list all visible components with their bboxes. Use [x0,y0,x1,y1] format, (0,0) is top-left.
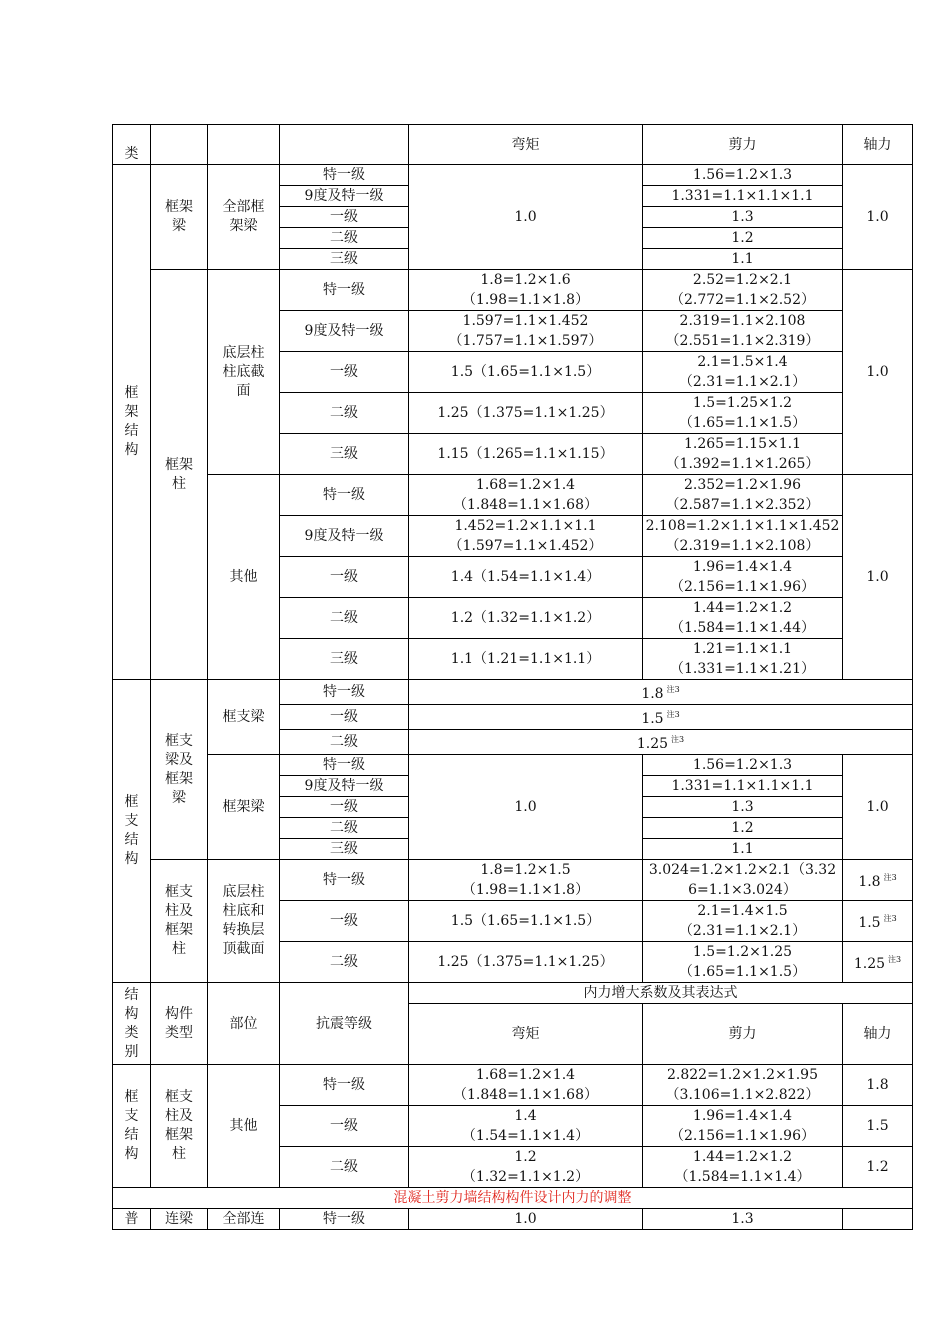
shear-line: 2.1=1.5×1.4 [697,354,788,370]
axial-cell [843,860,913,901]
shear-line: 1.96=1.4×1.4 [692,1108,793,1124]
header-shear: 剪力 [643,125,843,165]
moment-cell: 1.5（1.65=1.1×1.5） [409,352,643,393]
member-type-cell [151,270,208,680]
note-mark: 注3 [883,914,897,923]
shear-line: 1.96=1.4×1.4 [692,559,793,575]
moment-cell [409,1065,643,1106]
grade-cell: 一级 [280,1106,409,1147]
grade-cell: 二级 [280,598,409,639]
part-cell: 框架梁 [208,755,280,860]
struct-type-label: 框架结构 [124,385,139,458]
shear-cell [643,434,843,475]
moment-line: （1.98=1.1×1.8） [461,882,590,898]
grade-cell: 特一级 [280,755,409,776]
shear-cell [643,516,843,557]
moment-line: （1.848=1.1×1.68） [453,1087,598,1103]
header-row [113,983,913,1004]
header-grade: 抗震等级 [280,983,409,1065]
grade-cell: 二级 [280,730,409,755]
moment-line: 1.8=1.2×1.6 [480,272,571,288]
shear-line: （1.392=1.1×1.265） [665,456,820,472]
shear-line: 2.319=1.1×2.108 [679,313,806,329]
axial-cell: 1.2 [843,1147,913,1188]
member-type-label: 框支柱及框架柱 [165,1089,193,1162]
force-adjustment-table [112,124,913,1230]
header-label: 结构类别 [124,986,139,1060]
grade-cell: 特一级 [280,1209,409,1230]
moment-line: 1.8=1.2×1.5 [480,862,571,878]
header-struct-type [113,983,151,1065]
struct-type-cell [113,1065,151,1188]
grade-cell: 三级 [280,639,409,680]
shear-cell [643,270,843,311]
header-moment: 弯矩 [409,1004,643,1065]
table-row [113,1209,913,1230]
shear-line: （3.106=1.1×2.822） [665,1087,820,1103]
grade-cell: 二级 [280,942,409,983]
moment-line: 1.2 [514,1149,537,1165]
table-row [113,680,913,705]
moment-cell: 1.25（1.375=1.1×1.25） [409,942,643,983]
moment-cell [409,1147,643,1188]
shear-cell: 1.3 [643,1209,843,1230]
header-member-type [151,983,208,1065]
shear-line: （1.331=1.1×1.21） [670,661,815,677]
shear-cell [643,557,843,598]
member-type-label: 框架梁 [165,199,193,234]
shear-line: 6=1.1×3.024） [688,882,797,898]
grade-cell: 9度及特一级 [280,776,409,797]
member-type-cell [151,680,208,860]
merged-value-cell [409,730,913,755]
moment-cell [409,516,643,557]
header-axial: 轴力 [843,125,913,165]
grade-cell: 二级 [280,1147,409,1188]
axial-value: 1.5 [858,915,881,931]
moment-cell: 1.5（1.65=1.1×1.5） [409,901,643,942]
part-cell [208,165,280,270]
member-type-cell: 连梁 [151,1209,208,1230]
merged-value-cell [409,705,913,730]
shear-cell: 1.3 [643,207,843,228]
shear-cell: 1.56=1.2×1.3 [643,755,843,776]
grade-cell: 一级 [280,901,409,942]
header-axial: 轴力 [843,1004,913,1065]
shear-cell [643,393,843,434]
part-cell [208,270,280,475]
header-blank [151,125,208,165]
note-mark: 注3 [666,710,680,719]
grade-cell: 一级 [280,797,409,818]
shear-cell [643,942,843,983]
member-type-label: 框架柱 [165,456,193,492]
merged-value: 1.25 [636,736,669,752]
axial-cell: 1.0 [843,475,913,680]
axial-cell [843,1209,913,1230]
shear-line: 2.352=1.2×1.96 [684,477,801,493]
moment-line: （1.98=1.1×1.8） [461,292,590,308]
grade-cell: 特一级 [280,270,409,311]
moment-cell [409,475,643,516]
moment-line: （1.597=1.1×1.452） [448,538,603,554]
shear-line: 1.44=1.2×1.2 [692,600,793,616]
shear-cell [643,598,843,639]
shear-cell [643,1065,843,1106]
shear-line: （2.31=1.1×2.1） [678,374,807,390]
shear-line: （2.156=1.1×1.96） [670,579,815,595]
part-cell: 其他 [208,1065,280,1188]
note-mark: 注3 [666,685,680,694]
moment-cell: 1.0 [409,165,643,270]
note-mark: 注3 [883,873,897,882]
grade-cell: 一级 [280,705,409,730]
member-type-label: 框支梁及框架梁 [165,732,193,806]
shear-cell [643,311,843,352]
moment-line: 1.4 [514,1108,537,1124]
shear-line: 2.108=1.2×1.1×1.1×1.452 [645,518,840,534]
header-row [113,125,913,165]
moment-line: 1.597=1.1×1.452 [462,313,589,329]
grade-cell: 二级 [280,393,409,434]
shear-cell [643,860,843,901]
axial-cell: 1.0 [843,165,913,270]
grade-cell: 9度及特一级 [280,516,409,557]
note-mark: 注3 [888,955,902,964]
note-mark: 注3 [671,735,685,744]
header-part: 部位 [208,983,280,1065]
shear-line: 3.024=1.2×1.2×2.1（3.32 [648,862,837,878]
grade-cell: 三级 [280,434,409,475]
shear-line: （2.31=1.1×2.1） [678,923,807,939]
shear-line: 2.1=1.4×1.5 [697,903,788,919]
part-cell [208,860,280,983]
moment-cell [409,860,643,901]
shear-line: 2.52=1.2×2.1 [692,272,793,288]
grade-cell: 一级 [280,557,409,598]
grade-cell: 特一级 [280,1065,409,1106]
moment-line: （1.848=1.1×1.68） [453,497,598,513]
grade-cell: 一级 [280,207,409,228]
struct-type-label: 框支结构 [124,1089,139,1162]
axial-cell [843,901,913,942]
axial-cell: 1.0 [843,755,913,860]
moment-cell: 1.0 [409,1209,643,1230]
moment-cell: 1.15（1.265=1.1×1.15） [409,434,643,475]
shear-line: （2.772=1.1×2.52） [670,292,815,308]
moment-cell [409,270,643,311]
shear-line: （2.587=1.1×2.352） [665,497,820,513]
moment-cell: 1.25（1.375=1.1×1.25） [409,393,643,434]
shear-line: （2.551=1.1×2.319） [665,333,820,349]
shear-cell [643,1106,843,1147]
moment-cell [409,311,643,352]
grade-cell: 特一级 [280,475,409,516]
table-row [113,270,913,311]
header-shear: 剪力 [643,1004,843,1065]
grade-cell: 特一级 [280,165,409,186]
shear-line: 1.5=1.25×1.2 [692,395,793,411]
header-moment: 弯矩 [409,125,643,165]
shear-line: （1.65=1.1×1.5） [678,964,807,980]
merged-value-cell [409,680,913,705]
header-blank [280,125,409,165]
header-blank [208,125,280,165]
axial-cell: 1.5 [843,1106,913,1147]
shear-line: 1.5=1.2×1.25 [692,944,793,960]
table-row [113,860,913,901]
axial-value: 1.25 [853,956,886,972]
member-type-cell [151,1065,208,1188]
shear-cell: 1.1 [643,249,843,270]
shear-cell: 1.331=1.1×1.1×1.1 [643,776,843,797]
struct-type-cell [113,165,151,680]
merged-value: 1.8 [641,686,664,702]
shear-cell: 1.2 [643,818,843,839]
part-cell: 框支梁 [208,680,280,755]
shear-line: 1.21=1.1×1.1 [692,641,793,657]
shear-cell: 1.3 [643,797,843,818]
part-label: 底层柱柱底截面 [222,344,265,399]
part-cell: 其他 [208,475,280,680]
shear-cell [643,352,843,393]
struct-type-cell [113,680,151,983]
moment-line: （1.32=1.1×1.2） [461,1169,590,1185]
shear-line: （2.156=1.1×1.96） [670,1128,815,1144]
part-cell: 全部连 [208,1209,280,1230]
shear-line: （1.584=1.1×1.44） [670,620,815,636]
grade-cell: 二级 [280,228,409,249]
moment-line: （1.54=1.1×1.4） [461,1128,590,1144]
shear-cell [643,901,843,942]
table-row [113,1065,913,1106]
grade-cell: 特一级 [280,860,409,901]
moment-line: （1.757=1.1×1.597） [448,333,603,349]
header-struct-class: 类 [113,125,151,165]
grade-cell: 一级 [280,352,409,393]
moment-cell: 1.1（1.21=1.1×1.1） [409,639,643,680]
shear-cell [643,1147,843,1188]
part-label: 全部框架梁 [222,199,265,234]
shear-cell [643,475,843,516]
part-label: 底层柱柱底和转换层顶截面 [222,884,265,957]
shear-line: （1.65=1.1×1.5） [678,415,807,431]
grade-cell: 二级 [280,818,409,839]
table-row [113,755,913,776]
shear-line: （2.319=1.1×2.108） [665,538,820,554]
moment-line: 1.452=1.2×1.1×1.1 [454,518,597,534]
grade-cell: 三级 [280,839,409,860]
axial-value: 1.8 [858,874,881,890]
moment-cell [409,1106,643,1147]
section-title: 混凝土剪力墙结构构件设计内力的调整 [113,1188,913,1209]
axial-cell: 1.8 [843,1065,913,1106]
moment-line: 1.68=1.2×1.4 [475,1067,576,1083]
grade-cell: 特一级 [280,680,409,705]
axial-cell: 1.0 [843,270,913,475]
shear-cell: 1.1 [643,839,843,860]
shear-cell [643,639,843,680]
struct-type-label: 框支结构 [124,794,139,867]
table-row [113,475,913,516]
shear-line: （1.584=1.1×1.4） [674,1169,811,1185]
header-label: 构件类型 [165,1005,193,1041]
shear-cell: 1.2 [643,228,843,249]
struct-type-cell: 普 [113,1209,151,1230]
shear-line: 1.265=1.15×1.1 [684,436,801,452]
grade-cell: 三级 [280,249,409,270]
shear-cell: 1.331=1.1×1.1×1.1 [643,186,843,207]
axial-cell [843,942,913,983]
member-type-label: 框支柱及框架柱 [165,884,193,957]
header-group: 内力增大系数及其表达式 [409,983,913,1004]
merged-value: 1.5 [641,711,664,727]
moment-cell: 1.0 [409,755,643,860]
section-title-row [113,1188,913,1209]
member-type-cell [151,860,208,983]
shear-line: 1.44=1.2×1.2 [692,1149,793,1165]
grade-cell: 9度及特一级 [280,186,409,207]
force-adjustment-table-sheet [112,124,912,1230]
table-row [113,165,913,186]
moment-cell: 1.4（1.54=1.1×1.4） [409,557,643,598]
moment-cell: 1.2（1.32=1.1×1.2） [409,598,643,639]
member-type-cell [151,165,208,270]
grade-cell: 9度及特一级 [280,311,409,352]
shear-line: 2.822=1.2×1.2×1.95 [667,1067,818,1083]
moment-line: 1.68=1.2×1.4 [475,477,576,493]
shear-cell: 1.56=1.2×1.3 [643,165,843,186]
